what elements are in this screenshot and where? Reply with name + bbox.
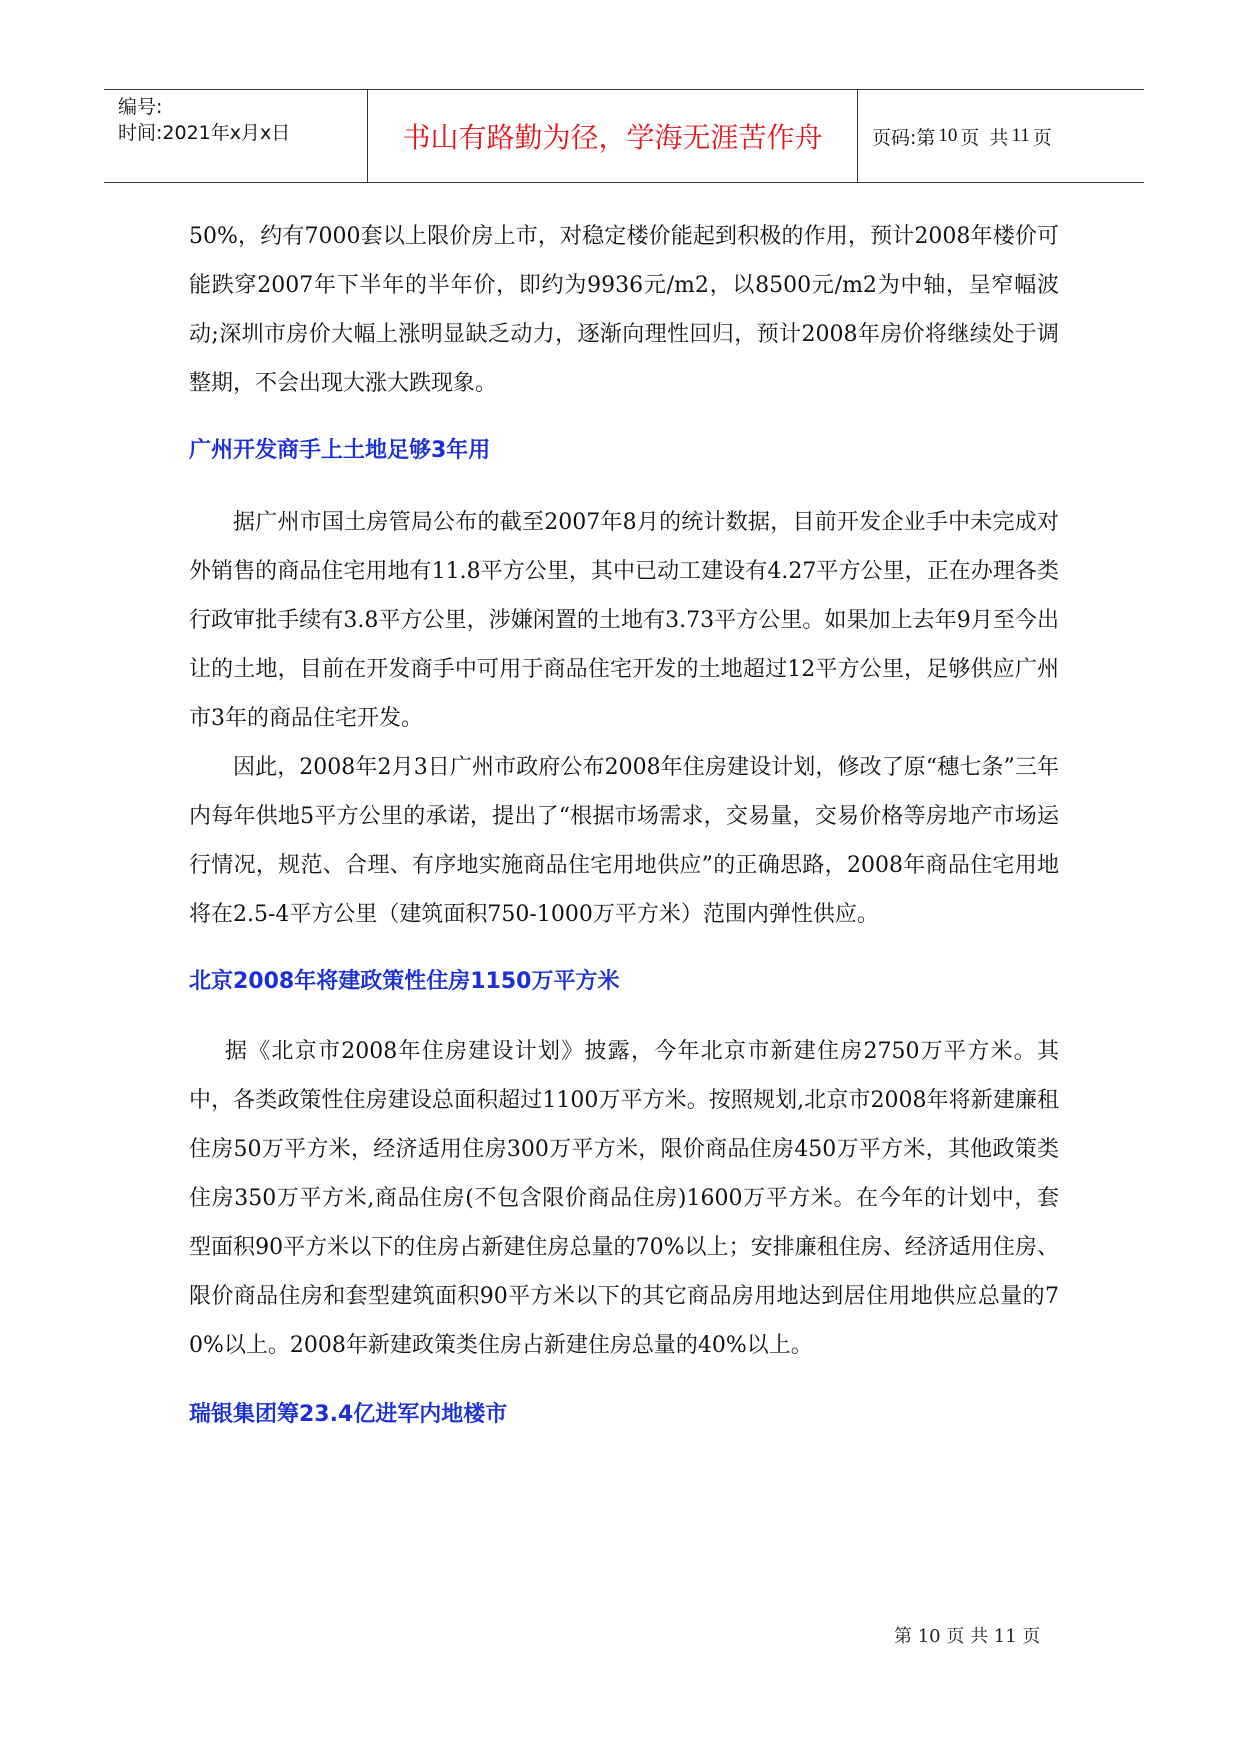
page-header (104, 89, 1144, 183)
paragraph-guangzhou-land-stats: 据广州市国土房管局公布的截至2007年8月的统计数据，目前开发企业手中未完成对外销售的商品住宅用地有11.8平方公里，其中已动工建设有4.27平方公里，正在办理各类行政审批手续有3.8平方公里，涉嫌闲置的土地有3.73平方公里。如果加上去年9月至今出让的土地，目前在开发商手中可用于商品住宅开发的土地超过12平方公里，足够供应广州市3年的商品住宅开发。 (189, 510, 1059, 731)
document-body (189, 212, 1059, 1440)
page-mid-label: 页 (960, 126, 980, 149)
page-total-prefix: 共 (989, 126, 1009, 149)
paragraph-beijing-housing-plan: 据《北京市2008年住房建设计划》披露，今年北京市新建住房2750万平方米。其中，各类政策性住房建设总面积超过1100万平方米。按照规划,北京市2008年将新建廉租住房50万平方米，经济适用住房300万平方米，限价商品住房450万平方米，其他政策类住房350万平方米,商品住房(不包含限价商品住房)1600万平方米。在今年的计划中，套型面积90平方米以下的住房占新建住房总量的70%以上；安排廉租住房、经济适用住房、限价商品住房和套型建筑面积90平方米以下的其它商品房用地达到居住用地供应总量的70%以上。2008年新建政策类住房占新建住房总量的40%以上。 (189, 1039, 1059, 1358)
page-footer: 第 10 页 共 11 页 (894, 1626, 1041, 1647)
section-heading-beijing-housing: 北京2008年将建政策性住房1150万平方米 (189, 969, 620, 994)
page-suffix: 页 (1032, 126, 1052, 149)
paragraph-shenzhen-forecast: 50%，约有7000套以上限价房上市，对稳定楼价能起到积极的作用，预计2008年楼价可能跌穿2007年下半年的半年价，即约为9936元/m2，以8500元/m2为中轴，呈窄幅波动;深圳市房价大幅上涨明显缺乏动力，逐渐向理性回归，预计2008年房价将继续处于调整期，不会出现大涨大跌现象。 (189, 224, 1059, 396)
header-motto: 书山有路勤为径，学海无涯苦作舟 (368, 90, 858, 182)
section-heading-guangzhou-land: 广州开发商手上土地足够3年用 (189, 438, 491, 463)
section-heading-ubs: 瑞银集团筹23.4亿进军内地楼市 (189, 1402, 508, 1427)
document-number-label: 编号: (118, 96, 163, 118)
page-prefix: 页码:第 (872, 126, 936, 149)
paragraph-guangzhou-housing-plan: 因此，2008年2月3日广州市政府公布2008年住房建设计划，修改了原“穗七条”三年内每年供地5平方公里的承诺，提出了“根据市场需求，交易量，交易价格等房地产市场运行情况，规范、合理、有序地实施商品住宅用地供应”的正确思路，2008年商品住宅用地将在2.5-4平方公里（建筑面积750-1000万平方米）范围内弹性供应。 (189, 755, 1059, 927)
page-current-number: 10 (938, 125, 958, 146)
header-meta-cell (104, 90, 368, 182)
document-time-label: 时间:2021年x月x日 (118, 122, 291, 144)
header-page-info (858, 90, 1144, 182)
page-total-number: 11 (1011, 125, 1030, 146)
